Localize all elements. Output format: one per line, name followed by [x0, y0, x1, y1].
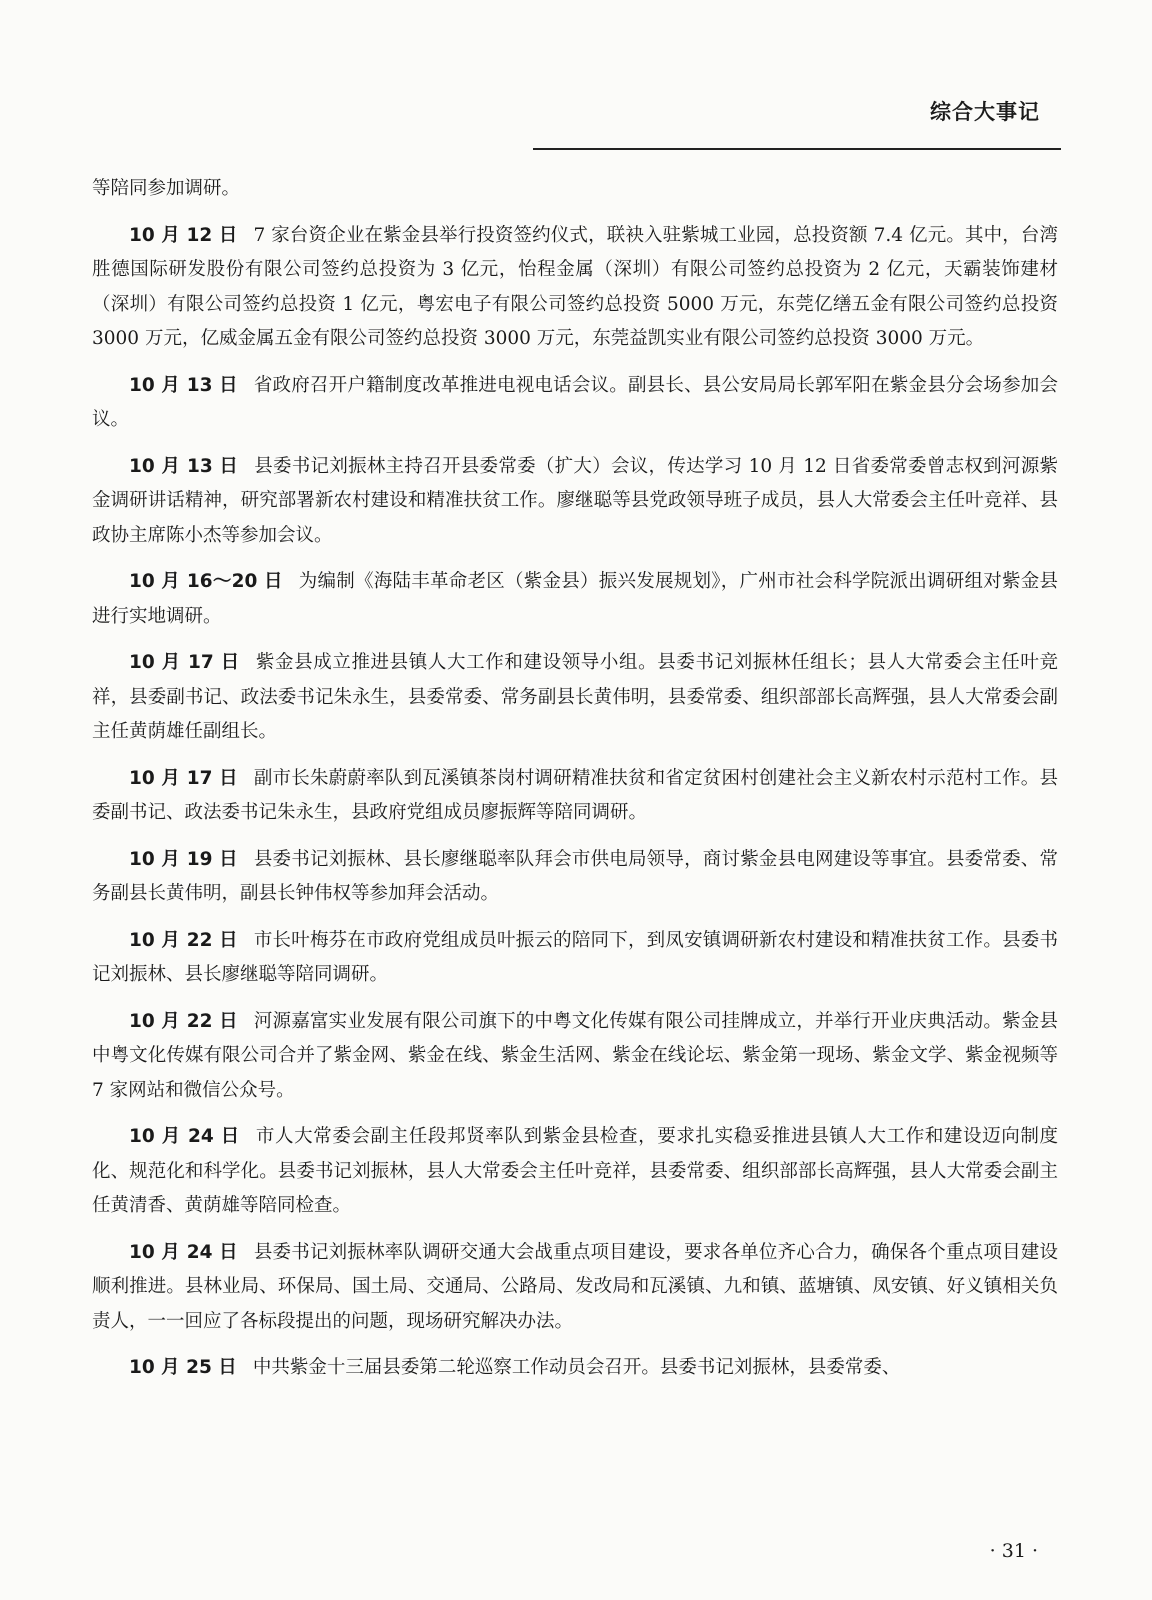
chronicle-entry: [92, 1005, 1058, 1109]
entry-text: 紫金县成立推进县镇人大工作和建设领导小组。县委书记刘振林任组长；县人大常委会主任叶竞祥，县委副书记、政法委书记朱永生，县委常委、常务副县长黄伟明，县委常委、组织部部长高辉强，县人大常委会副主任黄荫雄任副组长。: [92, 652, 1058, 742]
chronicle-entry: [92, 172, 1058, 207]
chronicle-entry: [92, 1120, 1058, 1224]
entry-date: 10 月 22 日: [129, 1010, 238, 1032]
entry-text: 省政府召开户籍制度改革推进电视电话会议。副县长、县公安局局长郭军阳在紫金县分会场参加会议。: [92, 374, 1058, 430]
entry-date: 10 月 16～20 日: [129, 571, 283, 592]
entry-date: 10 月 24 日: [129, 1126, 240, 1147]
entry-date: 10 月 17 日: [129, 767, 238, 789]
chronicle-entry: [92, 843, 1058, 912]
chronicle-entry: [92, 565, 1058, 634]
entry-text: 县委书记刘振林、县长廖继聪率队拜会市供电局领导，商讨紫金县电网建设等事宜。县委常委、常务副县长黄伟明，副县长钟伟权等参加拜会活动。: [92, 848, 1058, 904]
entry-text: 县委书记刘振林率队调研交通大会战重点项目建设，要求各单位齐心合力，确保各个重点项目建设顺利推进。县林业局、环保局、国土局、交通局、公路局、发改局和瓦溪镇、九和镇、蓝塘镇、凤安镇、好义镇相关负责人，一一回应了各标段提出的问题，现场研究解决办法。: [92, 1241, 1058, 1332]
page-number: · 31 ·: [989, 1540, 1038, 1562]
running-header-title: 综合大事记: [930, 100, 1040, 124]
chronicle-entry: [92, 646, 1058, 750]
entry-date: 10 月 12 日: [129, 224, 238, 246]
entry-date: 10 月 22 日: [129, 929, 238, 951]
chronicle-entry: [92, 1351, 1058, 1386]
chronicle-entry: [92, 762, 1058, 831]
entry-text: 市人大常委会副主任段邦贤率队到紫金县检查，要求扎实稳妥推进县镇人大工作和建设迈向制度化、规范化和科学化。县委书记刘振林，县人大常委会主任叶竞祥，县委常委、组织部部长高辉强，县人大常委会副主任黄清香、黄荫雄等陪同检查。: [92, 1126, 1058, 1216]
body-text: [92, 172, 1058, 1398]
entry-text: 市长叶梅芬在市政府党组成员叶振云的陪同下，到凤安镇调研新农村建设和精准扶贫工作。县委书记刘振林、县长廖继聪等陪同调研。: [92, 929, 1058, 985]
entry-date: 10 月 24 日: [129, 1241, 238, 1263]
chronicle-entry: [92, 219, 1058, 357]
entry-text: 为编制《海陆丰革命老区（紫金县）振兴发展规划》，广州市社会科学院派出调研组对紫金县进行实地调研。: [92, 571, 1058, 627]
chronicle-entry: [92, 369, 1058, 438]
entry-text: 中共紫金十三届县委第二轮巡察工作动员会召开。县委书记刘振林，县委常委、: [252, 1357, 901, 1378]
entry-text: 县委书记刘振林主持召开县委常委（扩大）会议，传达学习 10 月 12 日省委常委曾志权到河源紫金调研讲话精神，研究部署新农村建设和精准扶贫工作。廖继聪等县党政领导班子成员，县人大常委会主任叶竞祥、县政协主席陈小杰等参加会议。: [92, 455, 1058, 546]
chronicle-entry: [92, 1236, 1058, 1340]
entry-text: 副市长朱蔚蔚率队到瓦溪镇茶岗村调研精准扶贫和省定贫困村创建社会主义新农村示范村工作。县委副书记、政法委书记朱永生，县政府党组成员廖振辉等陪同调研。: [92, 767, 1058, 823]
chronicle-entry: [92, 924, 1058, 993]
entry-date: 10 月 17 日: [129, 652, 240, 673]
entry-date: 10 月 19 日: [129, 848, 238, 870]
header-rule: [533, 148, 1061, 150]
entry-text: 等陪同参加调研。: [92, 178, 241, 199]
entry-date: 10 月 13 日: [129, 455, 239, 477]
entry-date: 10 月 25 日: [129, 1357, 237, 1378]
chronicle-entry: [92, 450, 1058, 554]
entry-text: 河源嘉富实业发展有限公司旗下的中粤文化传媒有限公司挂牌成立，并举行开业庆典活动。紫金县中粤文化传媒有限公司合并了紫金网、紫金在线、紫金生活网、紫金在线论坛、紫金第一现场、紫金文学、紫金视频等 7 家网站和微信公众号。: [92, 1010, 1058, 1101]
entry-text: 7 家台资企业在紫金县举行投资签约仪式，联袂入驻紫城工业园，总投资额 7.4 亿元。其中，台湾胜德国际研发股份有限公司签约总投资为 3 亿元，怡程金属（深圳）有限公司签约总投资为 2 亿元，天霸装饰建材（深圳）有限公司签约总投资 1 亿元，粤宏电子有限公司签约总投资 5000 万元，东莞亿缮五金有限公司签约总投资 3000 万元，亿威金属五金有限公司签约总投资 3000 万元，东莞益凯实业有限公司签约总投资 3000 万元。: [92, 224, 1059, 349]
entry-date: 10 月 13 日: [129, 374, 238, 396]
